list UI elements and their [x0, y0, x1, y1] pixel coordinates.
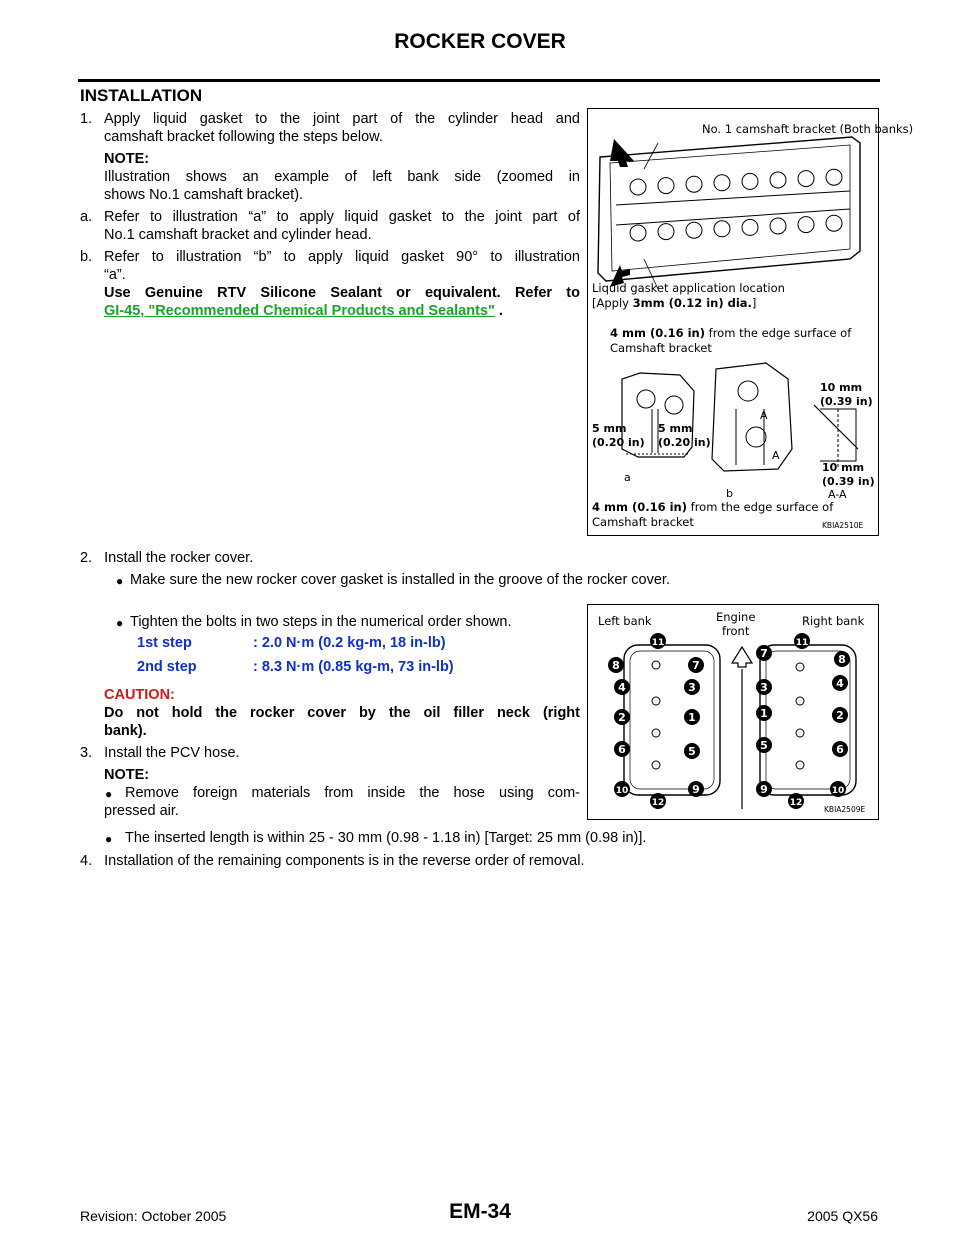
fig1-edge-bold-top: 4 mm (0.16 in) — [610, 326, 705, 340]
cam-lobe — [742, 219, 758, 235]
step-1a-line-1: Refer to illustration “a” to apply liquid gasket to the joint part of — [104, 209, 580, 225]
torque-value-1: : 2.0 N·m (0.2 kg-m, 18 in-lb) — [253, 635, 446, 651]
step-3-text: Install the PCV hose. — [104, 745, 240, 761]
step-1-number: 1. — [80, 111, 93, 127]
step-2-bullet-2-text: Tighten the bolts in two steps in the numerical order shown. — [130, 614, 512, 630]
bolt-number-label: 10 — [615, 786, 629, 796]
step-1b-line-1: Refer to illustration “b” to apply liquid gasket 90° to illustration — [104, 249, 580, 265]
cam-lobe — [742, 173, 758, 189]
cam-lobe — [798, 217, 814, 233]
cam-lobe — [798, 171, 814, 187]
caution-line-1: Do not hold the rocker cover by the oil filler neck (right — [104, 705, 580, 721]
fig1-label-A-top: A — [760, 409, 768, 422]
cover-hole — [652, 661, 660, 669]
fig1-edge-bold-bottom: 4 mm (0.16 in) — [592, 500, 687, 514]
bolt-number-label: 4 — [836, 677, 844, 690]
step-2-number: 2. — [80, 550, 93, 566]
step-3-number: 3. — [80, 745, 93, 761]
fig2-right-bank: Right bank — [802, 614, 865, 628]
caution-label: CAUTION: — [104, 687, 175, 703]
bolt-number-label: 11 — [795, 638, 809, 648]
step-1-line-2: camshaft bracket following the steps below. — [104, 129, 383, 145]
step-4 — [80, 852, 584, 870]
cam-lobe — [770, 172, 786, 188]
bolt-number-label: 3 — [760, 681, 768, 694]
fig1-10mm-bottom-in: (0.39 in) — [822, 475, 875, 488]
footer-revision: Revision: October 2005 — [80, 1208, 227, 1224]
fig2-code: KBIA2509E — [824, 805, 866, 814]
bullet-icon: ● — [105, 787, 113, 801]
step-1a — [80, 208, 580, 244]
fig1-10mm-bottom: 10 mm — [822, 461, 865, 474]
bullet-icon: ● — [116, 574, 124, 588]
fig1-apply-label — [592, 296, 756, 310]
bolt-number-label: 6 — [618, 743, 626, 756]
caution-text — [104, 704, 580, 740]
figure-bolt-order-drawing — [588, 605, 878, 819]
bolt-number-label: 5 — [688, 745, 696, 758]
cover-hole — [796, 761, 804, 769]
bolt-number-label: 4 — [618, 681, 626, 694]
step-3-bullet-1-line-2: pressed air. — [104, 803, 179, 819]
gi-45-link[interactable]: GI-45, "Recommended Chemical Products and Sealants" — [104, 303, 495, 319]
cover-hole — [796, 663, 804, 671]
bolt-number-label: 1 — [760, 707, 768, 720]
fig1-edge-label-top — [610, 326, 852, 340]
step-1a-label: a. — [80, 209, 93, 225]
cam-lobe — [826, 169, 842, 185]
footer-model: 2005 QX56 — [807, 1208, 878, 1224]
bolt-number-label: 9 — [692, 783, 700, 796]
fig1-10mm-top: 10 mm — [820, 381, 863, 394]
step-4-number: 4. — [80, 853, 93, 869]
fig1-label-AA: A-A — [828, 488, 847, 501]
cam-lobe — [714, 221, 730, 237]
bullet-icon: ● — [116, 616, 124, 630]
bolt-number-label: 7 — [760, 647, 768, 660]
fig1-10mm-top-in: (0.39 in) — [820, 395, 873, 408]
cam-lobe — [630, 179, 646, 195]
step-1b-period: . — [498, 303, 503, 319]
step-1b-line-2: “a”. — [104, 267, 126, 283]
bolt-number-label: 1 — [688, 711, 696, 724]
bolt-number-label: 12 — [789, 798, 803, 808]
bolt-number-label: 6 — [836, 743, 844, 756]
fig1-edge-line2-top: Camshaft bracket — [610, 341, 712, 355]
fig2-front-arrow — [732, 647, 752, 667]
fig2-left-bank: Left bank — [598, 614, 652, 628]
cover-hole — [796, 729, 804, 737]
cover-hole — [652, 729, 660, 737]
fig2-engine: Engine — [716, 610, 756, 624]
bolt-number-label: 8 — [838, 653, 846, 666]
fig1-edge-label-bottom — [592, 500, 834, 514]
page-title: ROCKER COVER — [394, 30, 566, 53]
figure-bolt-order — [587, 604, 879, 820]
bolt-number-label: 8 — [612, 659, 620, 672]
fig1-loc-label: Liquid gasket application location — [592, 281, 785, 295]
cam-lobe — [658, 224, 674, 240]
cover-hole — [652, 697, 660, 705]
fig1-apply-post: ] — [751, 296, 757, 310]
fig1-5mm-right-in: (0.20 in) — [658, 436, 711, 449]
fig2-front: front — [722, 624, 750, 638]
bolt-number-label: 9 — [760, 783, 768, 796]
fig1-label-b: b — [726, 487, 733, 500]
caution-line-2: bank). — [104, 723, 147, 739]
step-3-bullet-2 — [105, 829, 647, 847]
fig1-5mm-left: 5 mm — [592, 422, 627, 435]
figure-camshaft-gasket-drawing — [588, 109, 914, 535]
step-1-note-label: NOTE: — [104, 151, 150, 167]
torque-value-2: : 8.3 N·m (0.85 kg-m, 73 in-lb) — [253, 659, 454, 675]
fig1-edge-rest-top: from the edge surface of — [705, 326, 852, 340]
cover-hole — [796, 697, 804, 705]
bolt-number-label: 11 — [651, 638, 665, 648]
step-1-note — [104, 168, 580, 204]
step-3-bullet-1-line-1: Remove foreign materials from inside the hose using com- — [125, 785, 580, 801]
step-3-note-label: NOTE: — [104, 767, 150, 783]
step-1b-label: b. — [80, 249, 93, 265]
header-rule — [78, 79, 880, 82]
torque-row-2 — [137, 658, 454, 676]
bolt-number-label: 5 — [760, 739, 768, 752]
cam-lobe — [658, 178, 674, 194]
page-number: EM-34 — [449, 1200, 511, 1223]
bolt-number-label: 2 — [836, 709, 844, 722]
step-2-text: Install the rocker cover. — [104, 550, 254, 566]
step-4-text: Installation of the remaining components is in the reverse order of removal. — [104, 853, 585, 869]
bolt-number-label: 3 — [688, 681, 696, 694]
fig1-label-a: a — [624, 471, 631, 484]
figure-camshaft-gasket — [587, 108, 914, 536]
section-title: INSTALLATION — [80, 86, 203, 105]
step-1b-sealant: Use Genuine RTV Silicone Sealant or equivalent. Refer to — [104, 285, 580, 301]
step-1-note-line-1: Illustration shows an example of left bank side (zoomed in — [104, 169, 580, 185]
step-1-line-1: Apply liquid gasket to the joint part of the cylinder head and — [104, 111, 580, 127]
cam-lobe — [714, 175, 730, 191]
step-3-bullet-2-text: The inserted length is within 25 - 30 mm (0.98 - 1.18 in) [Target: 25 mm (0.98 in)]. — [125, 830, 647, 846]
step-1a-line-2: No.1 camshaft bracket and cylinder head. — [104, 227, 372, 243]
torque-step-2: 2nd step — [137, 659, 197, 675]
step-3 — [80, 744, 240, 762]
fig1-top-label: No. 1 camshaft bracket (Both banks) — [702, 122, 914, 136]
step-3-bullet-1 — [104, 784, 580, 820]
fig1-apply-bold: 3mm (0.12 in) dia. — [632, 296, 752, 310]
cam-lobe — [686, 222, 702, 238]
fig1-5mm-right: 5 mm — [658, 422, 693, 435]
step-1 — [80, 110, 580, 146]
step-2 — [80, 549, 253, 567]
bolt-number-label: 7 — [692, 659, 700, 672]
fig1-5mm-left-in: (0.20 in) — [592, 436, 645, 449]
torque-row-1 — [137, 634, 446, 652]
step-2-bullet-1-text: Make sure the new rocker cover gasket is installed in the groove of the rocker cover. — [130, 572, 670, 588]
bolt-number-label: 10 — [831, 786, 845, 796]
cam-lobe — [826, 215, 842, 231]
step-2-bullet-1 — [116, 571, 670, 589]
step-1-note-line-2: shows No.1 camshaft bracket). — [104, 187, 304, 203]
step-2-bullet-2 — [116, 613, 512, 631]
bolt-number-label: 12 — [651, 798, 665, 808]
fig1-apply-pre: [Apply — [592, 296, 633, 310]
cam-lobe — [686, 176, 702, 192]
fig1-code: KBIA2510E — [822, 521, 864, 530]
fig1-edge-line2-bottom: Camshaft bracket — [592, 515, 694, 529]
cover-hole — [652, 761, 660, 769]
cam-lobe — [630, 225, 646, 241]
cam-lobe — [770, 218, 786, 234]
step-1b — [80, 248, 580, 320]
fig1-label-A-bottom: A — [772, 449, 780, 462]
bullet-icon: ● — [105, 832, 113, 846]
torque-step-1: 1st step — [137, 635, 192, 651]
fig1-edge-rest-bottom: from the edge surface of — [687, 500, 834, 514]
bolt-number-label: 2 — [618, 711, 626, 724]
